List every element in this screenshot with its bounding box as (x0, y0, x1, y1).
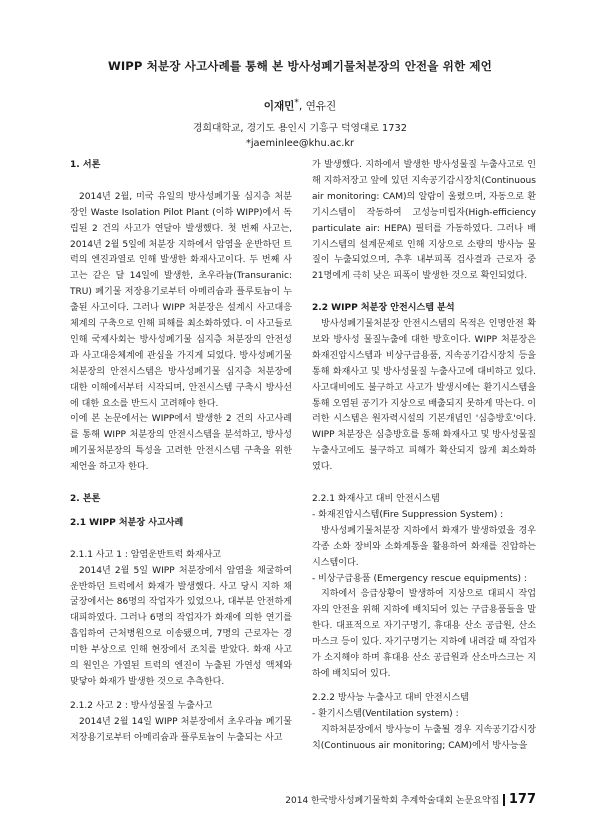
subsubsection-heading-2-1-1: 2.1.1 사고 1 : 암염운반트럭 화재사고 (70, 549, 222, 560)
section-heading-intro: 1. 서론 (70, 160, 101, 170)
paper-title: WIPP 처분장 사고사례를 통해 본 방사성폐기물처분장의 안전을 위한 제언 (108, 59, 492, 73)
paragraph-2-1-2: 2014년 2월 14일 WIPP 처분장에서 초우라늄 폐기물 저장용기로부터 아메리슘과 플루토늄이 누출되는 사고 (70, 716, 292, 743)
paragraph-ventilation: 지하처분장에서 방사능이 누출될 경우 지속공기감시장치(Continuous air monitoring; CAM)에서 방사능을 (312, 724, 536, 751)
paragraph-2-2: 방사성폐기물처분장 안전시스템의 목적은 인명안전 확보와 방사성 물질누출에 대한 방호이다. WIPP 처분장은 화재진압시스템과 비상구급용품, 지속공기감시장치 등을 통해 화재사고 및 방사성물질 누출사고에 대비하고 있다. 사고대비에도 불구하고 사고가 발생시에는 환기시스템을 통해 오염된 공기가 지상으로 배출되지 못하게 막는다. 이러한 시스템은 원자력시설의 기본개념인 '심층방호'이다. WIPP 처분장은 심층방호를 통해 화재사고 및 방사성물질 누출사고에도 불구하고 피해가 확산되지 않게 최소화하였다. (312, 319, 537, 473)
proceedings-name: 2014 한국방사성폐기물학회 추계학술대회 논문요약집 (285, 796, 500, 806)
page-number: 177 (508, 792, 536, 807)
author-line (0, 98, 600, 114)
paper-header (0, 58, 600, 149)
list-heading-ventilation: - 환기시스템(Ventilation system) : (312, 708, 459, 719)
paragraph-emergency-rescue: 지하에서 응급상황이 발생하여 지상으로 대피시 작업자의 안전을 위해 지하에 배치되어 있는 구급용품들을 말한다. 대표적으로 자기구명기, 휴대용 산소 공급원, 산소마스크 등이 있다. 자기구명기는 지하에 내려갈 때 작업자가 소지해야 하며 휴대용 산소 공급원과 산소마스크는 지하에 배치되어 있다. (312, 589, 537, 679)
corresponding-mark: * (294, 98, 299, 108)
subsection-heading-2-1: 2.1 WIPP 처분장 사고사례 (70, 517, 184, 528)
intro-paragraph-1: 2014년 2월, 미국 유일의 방사성폐기물 심지층 처분장인 Waste Isolation Pilot Plant (이하 WIPP)에서 독립된 2 건의 사고가 연달아 발생했다. 첫 번째 사고는, 2014년 2월 5일에 처분장 지하에서 암염을 운반하던 트럭의 엔진과열로 인해 발생한 화재사고이다. 두 번째 사고는 같은 달 14일에 발생한, 초우라늄(Transuranic: TRU) 폐기물 저장용기로부터 아메리슘과 플루토늄이 누출된 사고이다. 그러나 WIPP 처분장은 설계시 사고대응체계의 구축으로 인해 피해를 최소화하였다. 이 사고들로 인해 국제사회는 방사성폐기물 심지층 처분장의 안전성과 사고대응체계에 관심을 가지게 되었다. 방사성폐기물처분장의 안전시스템은 방사성폐기물 심지층 처분장에 대한 이해에서부터 시작되며, 안전시스템 구축시 방사선에 대한 요소를 반드시 고려해야 한다. (70, 191, 292, 409)
list-heading-emergency-rescue: - 비상구급용품 (Emergency rescue equipments) : (312, 573, 527, 584)
section-heading-body: 2. 본론 (70, 494, 101, 504)
affiliation: 경희대학교, 경기도 용인시 기흥구 덕영대로 1732 (193, 122, 407, 134)
list-heading-fire-suppression: - 화재진압시스템(Fire Suppression System) : (312, 509, 504, 520)
footer-divider (503, 794, 505, 806)
first-author: 이재민 (263, 100, 295, 113)
paragraph-2-1-1: 2014년 2월 5일 WIPP 처분장에서 암염을 채굴하여 운반하던 트럭에서 화재가 발생했다. 사고 당시 지하 채굴장에서는 86명의 작업자가 있었으나, 대부분 안전하게 대피하였다. 그러나 6명의 작업자가 화재에 의한 연기를 흡입하여 근처병원으로 이송됐으며, 7명의 근로자는 경미한 부상으로 인해 현장에서 조치를 받았다. 화재 사고의 원인은 가열된 트럭의 엔진이 누출된 가연성 액체와 맞닿아 화재가 발생한 것으로 추측한다. (70, 565, 292, 687)
paragraph-2-1-2-continued: 가 발생했다. 지하에서 발생한 방사성물질 누출사고로 인해 지하저장고 앞에 있던 지속공기감시장치(Continuous air monitoring: CAM)의 알람이 울렸으며, 자동으로 환기시스템이 작동하여 고성능미립자(High-efficiency particulate air: HEPA) 필터를 가동하였다. 그러나 배기시스템의 설계문제로 인해 지상으로 소량의 방사능 물질이 누출되었으며, 추후 내부피폭 검사결과 근로자 중 21명에게 극히 낮은 피폭이 발생한 것으로 확인되었다. (312, 160, 536, 282)
subsection-heading-2-2: 2.2 WIPP 처분장 안전시스템 분석 (312, 303, 455, 314)
other-authors: , 연유진 (298, 100, 337, 113)
author-email: *jaeminlee@khu.ac.kr (245, 137, 355, 149)
subsubsection-heading-2-2-2: 2.2.2 방사능 누출사고 대비 안전시스템 (312, 692, 469, 703)
subsubsection-heading-2-2-1: 2.2.1 화재사고 대비 안전시스템 (312, 494, 440, 504)
page-footer (285, 792, 536, 807)
subsubsection-heading-2-1-2: 2.1.2 사고 2 : 방사성물질 누출사고 (70, 700, 213, 711)
left-column (70, 158, 292, 747)
paragraph-fire-suppression: 방사성폐기물처분장 지하에서 화재가 발생하였을 경우 각종 소화 장비와 소화계통을 활용하여 화재를 진압하는 시스템이다. (312, 525, 536, 568)
intro-paragraph-2: 이에 본 논문에서는 WIPP에서 발생한 2 건의 사고사례를 통해 WIPP 처분장의 안전시스템을 분석하고, 방사성폐기물처분장의 특성을 고려한 안전시스템 구축을 위한 제언을 하고자 한다. (70, 414, 292, 473)
right-column (312, 158, 536, 755)
